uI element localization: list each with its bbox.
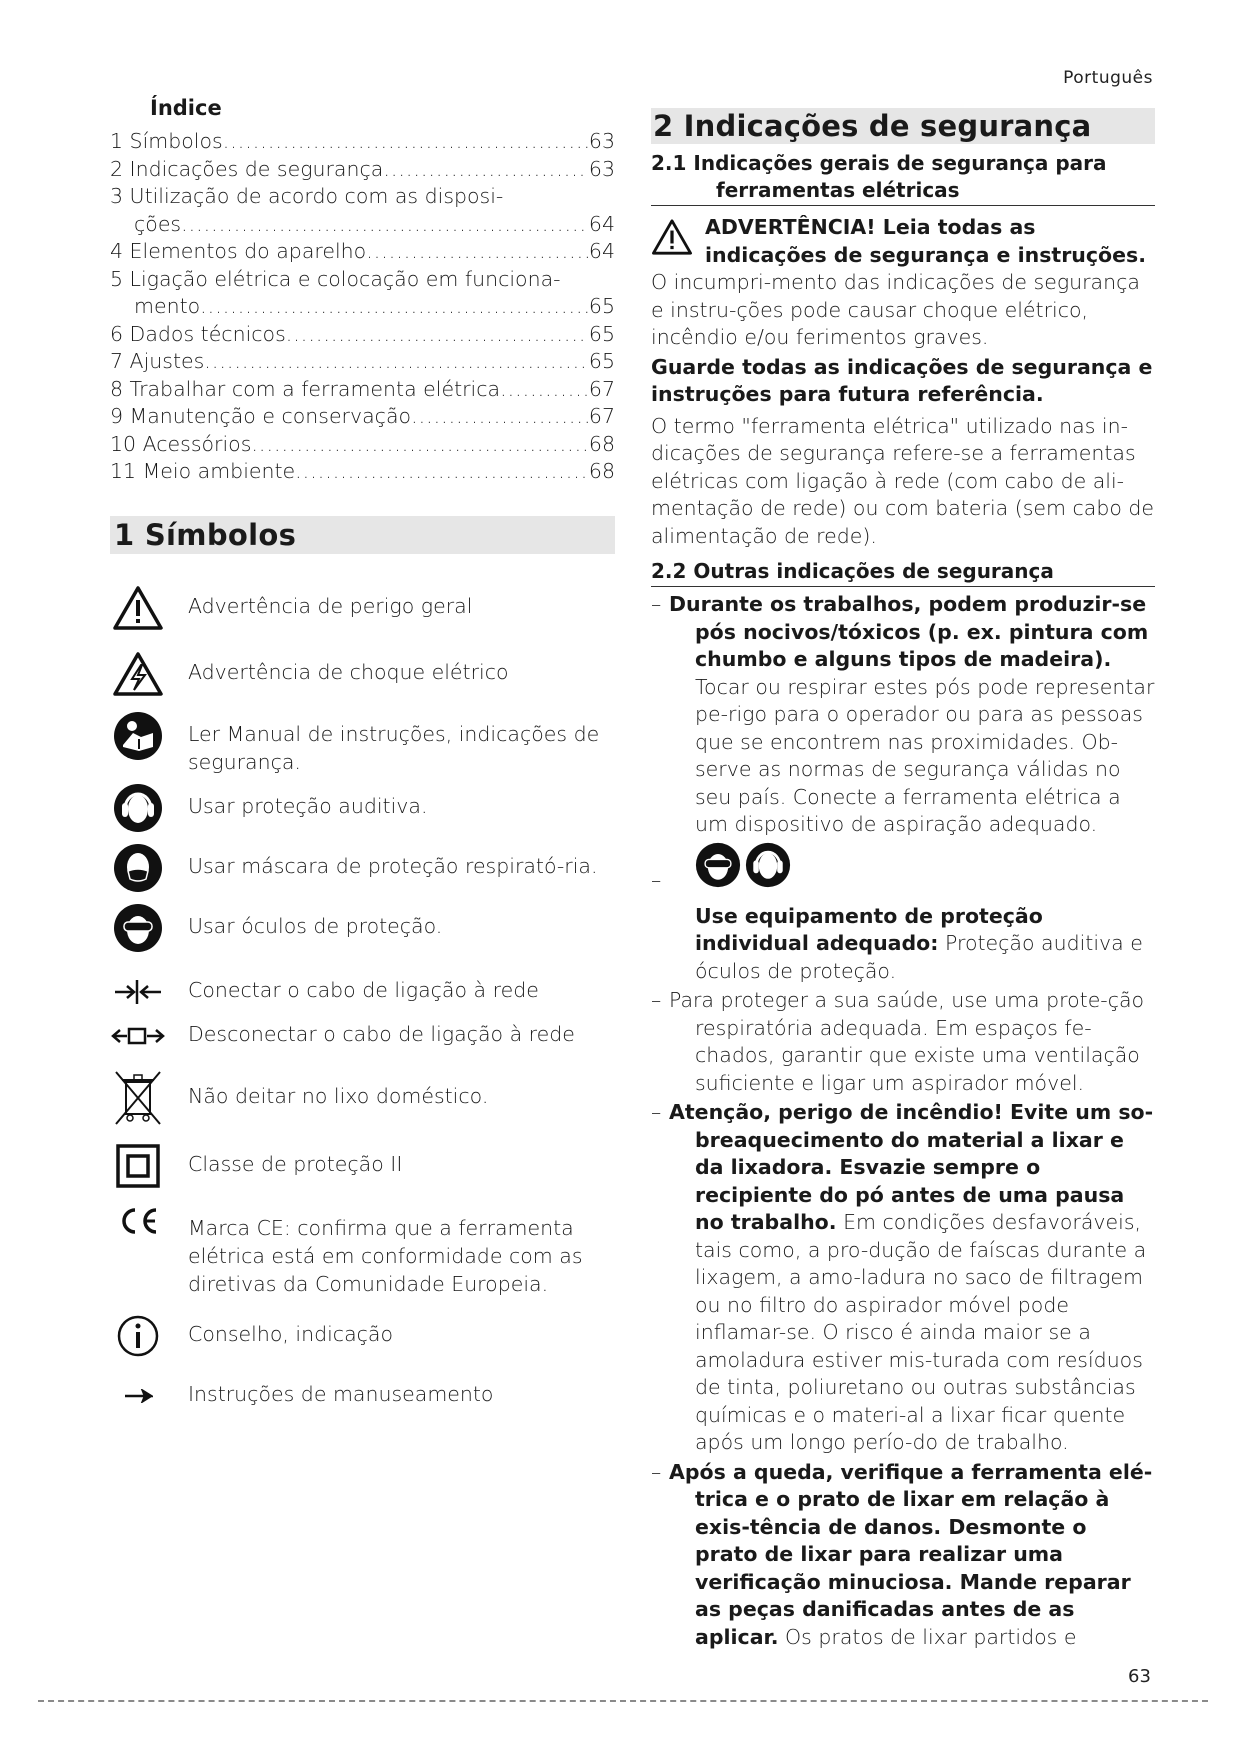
list-item: Conselho, indicação	[110, 1308, 615, 1364]
warning-paragraph: ADVERTÊNCIA! Leia todas as indicações de segurança e instruções. O incumpri-mento das indicações de segurança e instru-ções pode causar choque elétrico, incêndio e/ou ferimentos graves.	[651, 215, 1147, 349]
list-item: Ler Manual de instruções, indicações de segurança.	[110, 708, 615, 776]
handling-arrow-icon	[110, 1368, 166, 1424]
toc-entry[interactable]: 5 Ligação elétrica e colocação em funciona- mento ..... 65	[110, 266, 615, 321]
toc-entry[interactable]: 9 Manutenção e conservação ..... 67	[110, 403, 615, 431]
ppe-icons	[695, 843, 1155, 895]
plug-disconnect-icon	[110, 1008, 166, 1064]
list-item: Usar máscara de proteção respirató-ria.	[110, 840, 615, 896]
weee-bin-icon	[110, 1070, 166, 1126]
warning-triangle-icon	[110, 580, 166, 636]
toc-entry[interactable]: 4 Elementos do aparelho ..... 64	[110, 238, 615, 266]
warning-triangle-icon	[651, 218, 693, 260]
electric-shock-warning-icon	[110, 646, 166, 702]
toc-entry[interactable]: 11 Meio ambiente ..... 68	[110, 458, 615, 486]
list-item: Conectar o cabo de ligação à rede	[110, 964, 615, 1020]
toc-entry[interactable]: 10 Acessórios ..... 68	[110, 431, 615, 459]
page-number: 63	[1128, 1666, 1151, 1687]
list-item: Marca CE: confirma que a ferramenta elétrica está em conformidade com as diretivas da Comunidade Europeia.	[110, 1202, 615, 1298]
toc-entry[interactable]: 6 Dados técnicos ..... 65	[110, 321, 615, 349]
list-item: – Use equipamento de proteção individual adequado: Proteção auditiva e óculos de proteção.	[651, 843, 1155, 986]
keep-instructions-note: Guarde todas as indicações de segurança e instruções para futura referência.	[651, 354, 1153, 406]
section-heading-symbols: 1 Símbolos	[110, 516, 615, 554]
left-column	[110, 96, 615, 1424]
toc-title: Índice	[150, 96, 222, 120]
toc-entry[interactable]: 7 Ajustes ..... 65	[110, 348, 615, 376]
safety-goggles-icon	[695, 842, 741, 896]
right-column	[651, 108, 1155, 1651]
info-icon	[110, 1308, 166, 1364]
toc-entry[interactable]: 2 Indicações de segurança ..... 63	[110, 156, 615, 184]
subsection-heading-2-1: 2.1 Indicações gerais de segurança para ferramentas elétricas	[651, 150, 1155, 206]
respiratory-mask-icon	[110, 840, 166, 896]
hearing-protection-icon	[745, 842, 791, 896]
protection-class-ii-icon	[110, 1138, 166, 1194]
list-item: Não deitar no lixo doméstico.	[110, 1070, 615, 1126]
subsection-heading-2-2: 2.2 Outras indicações de segurança	[651, 558, 1155, 587]
toc-entry[interactable]: 8 Trabalhar com a ferramenta elétrica ..... 67	[110, 376, 615, 404]
read-manual-icon	[110, 708, 166, 764]
list-item: – Após a queda, verifique a ferramenta elé-trica e o prato de lixar em relação à exis-tência de danos. Desmonte o prato de lixar para realizar uma verificação minuciosa. Mande reparar as peças danificadas antes de as aplicar. Os pratos de lixar partidos e	[651, 1459, 1153, 1649]
list-item: Advertência de choque elétrico	[110, 646, 615, 702]
symbols-list	[110, 580, 615, 1424]
term-definition: O termo "ferramenta elétrica" utilizado nas in-dicações de segurança refere-se a ferramentas elétricas com ligação à rede (com cabo de ali-mentação de rede) ou com bateria (sem cabo de alimentação de rede).	[651, 413, 1155, 548]
list-item: Usar óculos de proteção.	[110, 900, 615, 956]
language-label: Português	[1063, 68, 1153, 88]
hearing-protection-icon	[110, 780, 166, 836]
list-item: Usar proteção auditiva.	[110, 780, 615, 836]
list-item: – Durante os trabalhos, podem produzir-se pós nocivos/tóxicos (p. ex. pintura com chumbo e alguns tipos de madeira). Tocar ou respirar estes pós pode representar pe-rigo para o operador ou para as pessoas que se encontrem nas proximidades. Ob-serve as normas de segurança válidas no seu país. Conecte a ferramenta elétrica a um dispositivo de aspiração adequado.	[651, 592, 1155, 836]
safety-goggles-icon	[110, 900, 166, 956]
table-of-contents	[110, 128, 615, 486]
toc-entry[interactable]: 3 Utilização de acordo com as disposi- ções ..... 64	[110, 183, 615, 238]
list-item: Instruções de manuseamento	[110, 1368, 615, 1424]
list-item: Desconectar o cabo de ligação à rede	[110, 1008, 615, 1064]
section-heading-safety: 2 Indicações de segurança	[651, 108, 1155, 144]
toc-entry[interactable]: 1 Símbolos ..... 63	[110, 128, 615, 156]
list-item: – Para proteger a sua saúde, use uma prote-ção respiratória adequada. Em espaços fe-chados, garantir que existe uma ventilação suficiente e ligar um aspirador móvel.	[651, 988, 1145, 1095]
list-item: Classe de proteção II	[110, 1138, 615, 1194]
list-item: – Atenção, perigo de incêndio! Evite um so-breaquecimento do material a lixar e da lixadora. Esvazie sempre o recipiente do pó antes de uma pausa no trabalho. Em condições desfavoráveis, tais como, a pro-dução de faíscas durante a lixagem, a amo-ladura no saco de filtragem ou no filtro do aspirador móvel pode inflamar-se. O risco é ainda maior se a amoladura estiver mis-turada com resíduos de tinta, poliuretano ou outras substâncias químicas e o materi-al a lixar ficar quente após um longo perío-do de trabalho.	[651, 1100, 1154, 1454]
list-item: Advertência de perigo geral	[110, 580, 615, 636]
bottom-divider	[38, 1700, 1208, 1702]
ce-mark-icon	[110, 1202, 166, 1262]
